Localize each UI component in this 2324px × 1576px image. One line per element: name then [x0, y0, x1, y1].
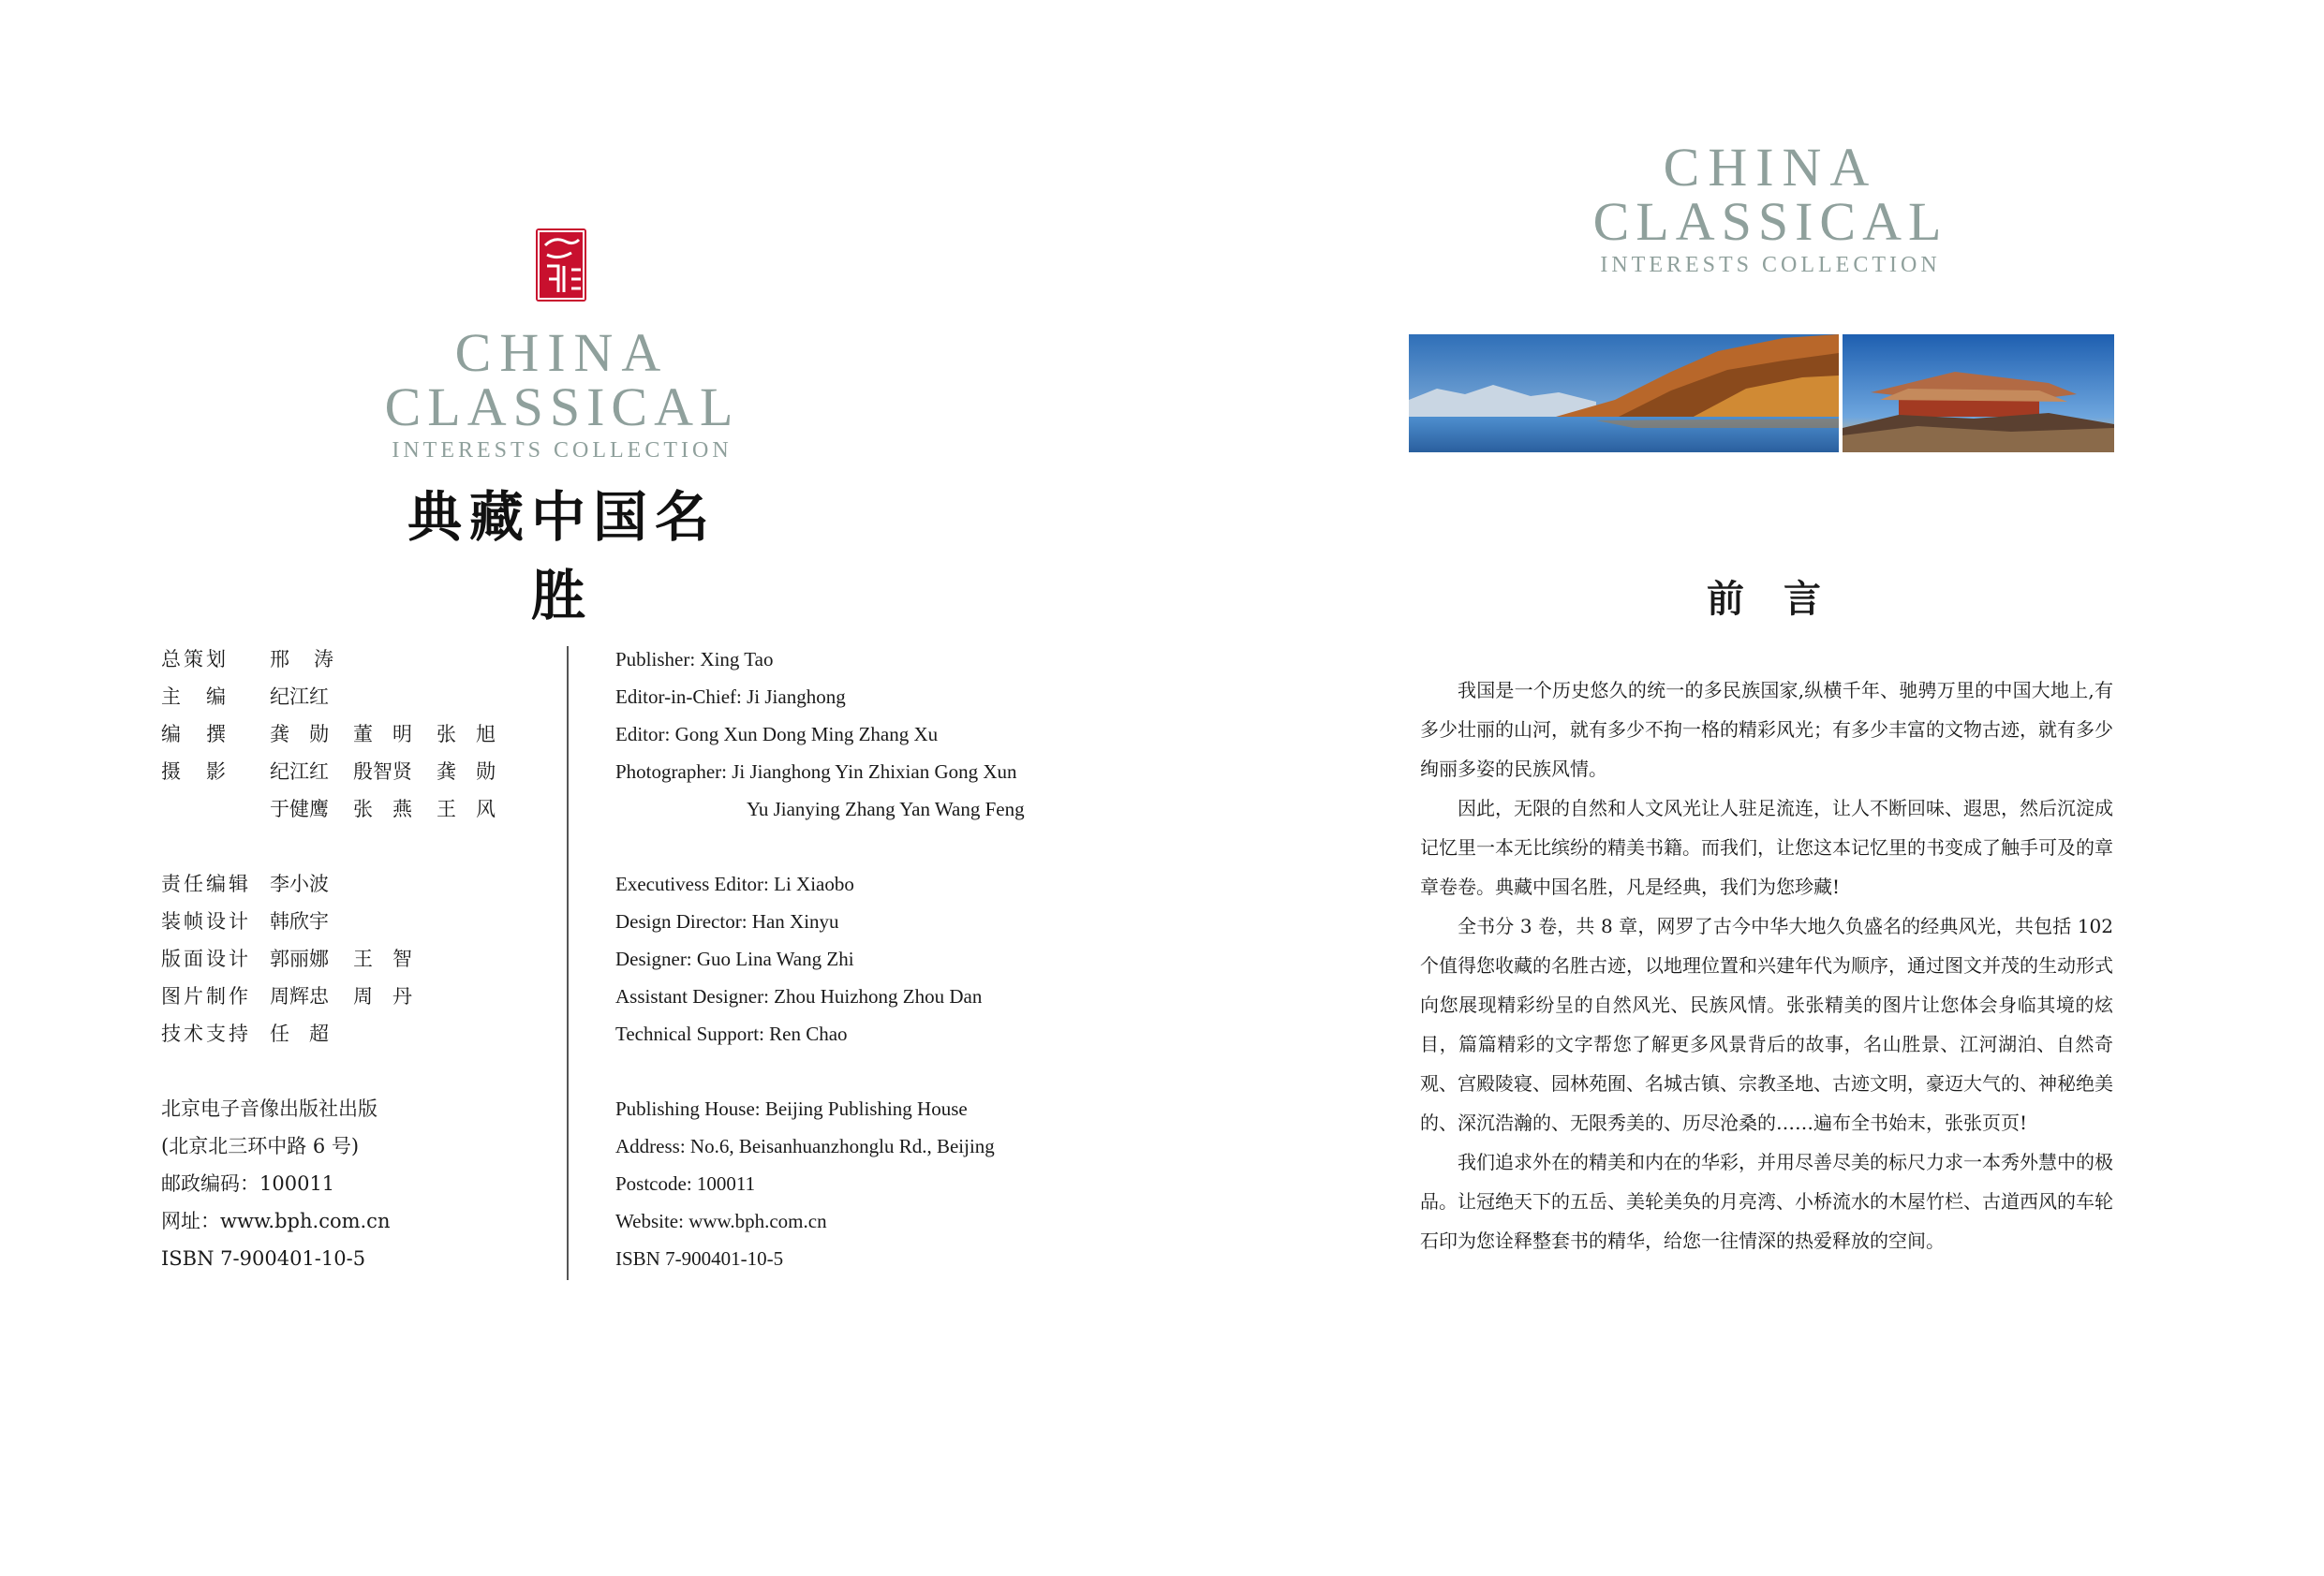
book-title-cn: 典藏中国名胜 — [407, 485, 717, 627]
credit-row — [161, 641, 520, 678]
credit-name: 龚 勋 — [437, 760, 496, 783]
brand-line2: CLASSICAL — [1592, 191, 1948, 252]
credit-en-line: Editor-in-Chief: Ji Jianghong — [615, 685, 846, 708]
credit-en-line: Design Director: Han Xinyu — [615, 910, 839, 933]
credit-name: 纪江红 — [270, 685, 329, 708]
address-line: 网址：www.bph.com.cn — [161, 1210, 391, 1232]
preface-paragraph: 因此，无限的自然和人文风光让人驻足流连，让人不断回味、遐思，然后沉淀成记忆里一本无比缤纷的精美书籍。而我们，让您这本记忆里的书变成了触手可及的章章卷卷。典藏中国名胜，凡是经典，我们为您珍藏! — [1420, 797, 2113, 898]
credit-row — [161, 865, 520, 903]
credit-name: 于健鹰 — [270, 798, 329, 820]
address-line: 北京电子音像出版社出版 — [161, 1097, 377, 1120]
credit-row — [161, 790, 520, 828]
credit-name: 殷智贤 — [353, 760, 412, 783]
credit-name: 李小波 — [270, 873, 329, 895]
address-line: Publishing House: Beijing Publishing House — [615, 1097, 968, 1120]
credit-en-line: Publisher: Xing Tao — [615, 648, 774, 670]
credit-en-line: Yu Jianying Zhang Yan Wang Feng — [747, 798, 1025, 820]
brand-line3: INTERESTS COLLECTION — [1600, 253, 1941, 277]
credit-name: 任 超 — [270, 1023, 329, 1045]
credits-cn — [161, 641, 520, 1053]
preface-title: 前 言 — [1707, 577, 1834, 621]
brand-line1: CHINA — [454, 322, 670, 383]
publisher-address-en — [615, 1090, 995, 1277]
credit-row — [161, 753, 520, 790]
brand-line1: CHINA — [1663, 137, 1878, 198]
credit-name: 龚 勋 — [270, 723, 329, 745]
address-line: Website: www.bph.com.cn — [615, 1210, 827, 1232]
temple-photo — [1843, 334, 2114, 452]
preface-paragraph: 我国是一个历史悠久的统一的多民族国家,纵横千年、驰骋万里的中国大地上,有多少壮丽的山河，就有多少不拘一格的精彩风光；有多少丰富的文物古迹，就有多少绚丽多姿的民族风情。 — [1420, 679, 2113, 780]
credit-en-line: Technical Support: Ren Chao — [615, 1023, 848, 1045]
brand-line2: CLASSICAL — [384, 376, 740, 437]
credit-name: 涛 — [314, 648, 333, 670]
credit-role: 装帧设计 — [161, 910, 251, 933]
address-line: ISBN 7-900401-10-5 — [161, 1247, 366, 1270]
credit-name: 董 明 — [353, 723, 412, 745]
credit-role: 主 编 — [161, 685, 229, 708]
credit-role: 总策划 — [161, 648, 229, 670]
credit-name: 王 智 — [353, 948, 412, 970]
credit-name: 纪江红 — [270, 760, 329, 783]
credit-row — [161, 1015, 520, 1053]
credit-row — [161, 715, 520, 753]
credit-name: 邢 — [270, 648, 289, 670]
credit-en-line: Photographer: Ji Jianghong Yin Zhixian Gong Xun — [615, 760, 1017, 783]
credit-en-line: Assistant Designer: Zhou Huizhong Zhou Dan — [615, 985, 983, 1008]
credit-en-line: Executivess Editor: Li Xiaobo — [615, 873, 854, 895]
credit-row — [161, 978, 520, 1015]
credit-role: 图片制作 — [161, 985, 251, 1008]
credit-row — [161, 678, 520, 715]
preface-paragraph: 我们追求外在的精美和内在的华彩，并用尽善尽美的标尺力求一本秀外慧中的极品。让冠绝天下的五岳、美轮美奂的月亮湾、小桥流水的木屋竹栏、古道西风的车轮石印为您诠释整套书的精华，给您一往情深的热爱释放的空间。 — [1420, 1151, 2113, 1252]
address-line: Address: No.6, Beisanhuanzhonglu Rd., Beijing — [615, 1135, 995, 1157]
publisher-seal-logo — [536, 228, 586, 302]
credit-role: 编 撰 — [161, 723, 229, 745]
address-line: ISBN 7-900401-10-5 — [615, 1247, 784, 1270]
credit-role: 责任编辑 — [161, 873, 251, 895]
credit-en-line: Designer: Guo Lina Wang Zhi — [615, 948, 854, 970]
credit-row — [161, 940, 520, 978]
credit-name: 郭丽娜 — [270, 948, 329, 970]
credit-role — [161, 790, 270, 828]
credit-name: 韩欣宇 — [270, 910, 329, 933]
credit-role: 技术支持 — [161, 1023, 251, 1045]
preface-paragraph: 全书分 3 卷，共 8 章，网罗了古今中华大地久负盛名的经典风光，共包括 102 个值得您收藏的名胜古迹，以地理位置和兴建年代为顺序，通过图文并茂的生动形式向您展现精彩纷呈的自然风光、民族风情。张张精美的图片让您体会身临其境的炫目，篇篇精彩的文字帮您了解更多风景背后的故事，名山胜景、江河湖泊、自然奇观、宫殿陵寝、园林苑囿、名城古镇、宗教圣地、古迹文明，豪迈大气的、神秘绝美的、深沉浩瀚的、无限秀美的、历尽沧桑的……遍布全书始末，张张页页! — [1420, 915, 2113, 1134]
address-line: (北京北三环中路 6 号) — [161, 1135, 360, 1157]
credit-name: 张 旭 — [437, 723, 496, 745]
credits-en — [615, 641, 1025, 1053]
brand-mark-right — [1592, 137, 1948, 281]
address-line: 邮政编码：100011 — [161, 1172, 335, 1195]
credit-name: 张 燕 — [353, 798, 412, 820]
brand-line3: INTERESTS COLLECTION — [392, 438, 733, 463]
publisher-address-cn — [161, 1090, 390, 1277]
credit-row — [161, 903, 520, 940]
preface-body — [1420, 670, 2113, 1260]
column-divider — [567, 646, 569, 1280]
credit-en-line: Editor: Gong Xun Dong Ming Zhang Xu — [615, 723, 939, 745]
lake-mountain-photo — [1409, 334, 1839, 452]
credit-name: 周辉忠 — [270, 985, 329, 1008]
brand-mark-left — [384, 322, 740, 466]
credit-name: 王 风 — [437, 798, 496, 820]
credit-role: 版面设计 — [161, 948, 251, 970]
address-line: Postcode: 100011 — [615, 1172, 756, 1195]
credit-name: 周 丹 — [353, 985, 412, 1008]
credit-role: 摄 影 — [161, 760, 229, 783]
